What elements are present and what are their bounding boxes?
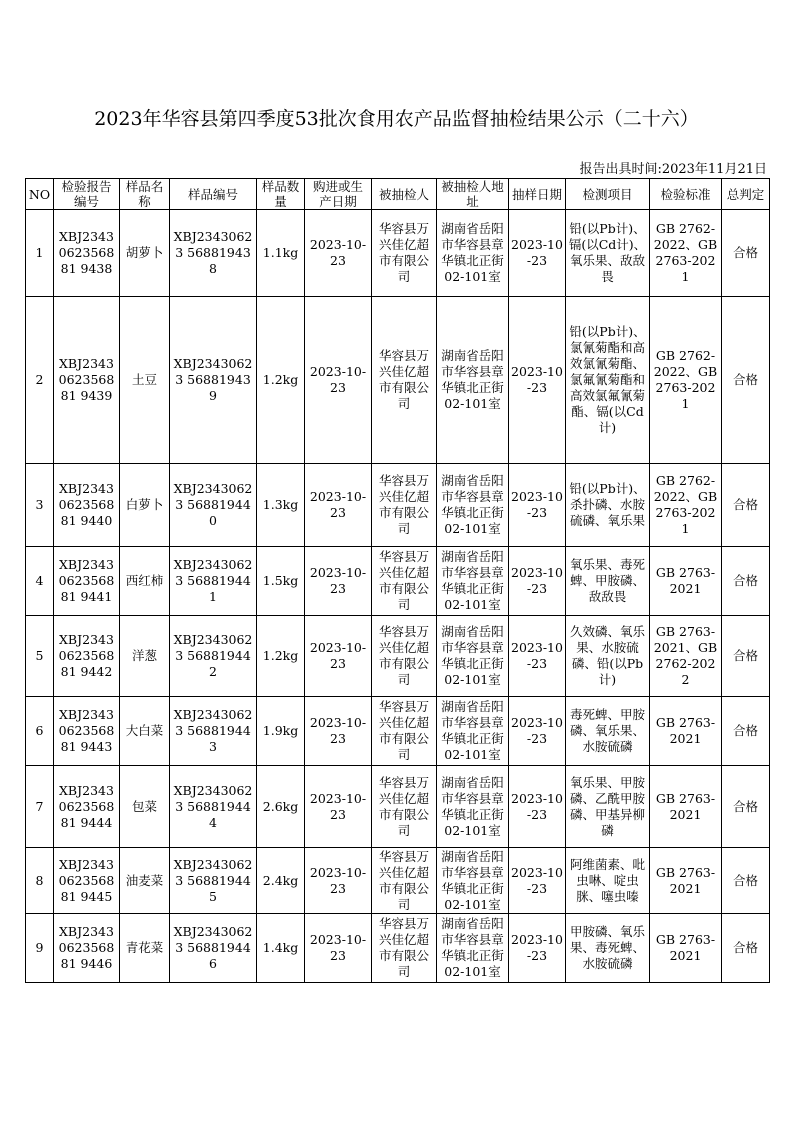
cell-sample-no: XBJ23430623 568819441 — [170, 547, 257, 616]
cell-sampling-date: 2023-10-23 — [509, 297, 566, 464]
table-row — [26, 210, 770, 297]
cell-quantity: 1.5kg — [257, 547, 305, 616]
header-verdict: 总判定 — [722, 179, 770, 210]
cell-sample-name: 胡萝卜 — [120, 210, 170, 297]
cell-entity-address: 湖南省岳阳市华容县章华镇北正街02-101室 — [437, 464, 509, 547]
cell-sample-no: XBJ23430623 568819439 — [170, 297, 257, 464]
cell-quantity: 1.3kg — [257, 464, 305, 547]
cell-quantity: 1.1kg — [257, 210, 305, 297]
cell-report-no: XBJ2343062356881 9443 — [54, 697, 120, 766]
cell-no: 7 — [26, 766, 54, 848]
table-row — [26, 848, 770, 914]
cell-no: 5 — [26, 616, 54, 697]
cell-verdict: 合格 — [722, 616, 770, 697]
cell-sample-no: XBJ23430623 568819444 — [170, 766, 257, 848]
cell-inspected-entity: 华容县万兴佳亿超市有限公司 — [372, 210, 437, 297]
cell-quantity: 1.4kg — [257, 914, 305, 983]
cell-sample-name: 青花菜 — [120, 914, 170, 983]
header-quantity: 样品数量 — [257, 179, 305, 210]
cell-sample-name: 白萝卜 — [120, 464, 170, 547]
cell-verdict: 合格 — [722, 766, 770, 848]
cell-quantity: 1.2kg — [257, 616, 305, 697]
cell-production-date: 2023-10-23 — [305, 210, 372, 297]
cell-sample-name: 西红柿 — [120, 547, 170, 616]
cell-sample-name: 大白菜 — [120, 697, 170, 766]
cell-standard: GB 2763-2021 — [650, 697, 722, 766]
header-sample-no: 样品编号 — [170, 179, 257, 210]
cell-standard: GB 2763-2021 — [650, 914, 722, 983]
cell-test-items: 铅(以Pb计)、氯氰菊酯和高效氯氰菊酯、氯氟氰菊酯和高效氯氟氰菊酯、镉(以Cd计) — [566, 297, 650, 464]
cell-standard: GB 2762-2022、GB 2763-2021 — [650, 297, 722, 464]
header-report-no: 检验报告编号 — [54, 179, 120, 210]
cell-entity-address: 湖南省岳阳市华容县章华镇北正街02-101室 — [437, 547, 509, 616]
cell-test-items: 铅(以Pb计)、杀扑磷、水胺硫磷、氧乐果 — [566, 464, 650, 547]
cell-sampling-date: 2023-10-23 — [509, 616, 566, 697]
cell-sample-name: 洋葱 — [120, 616, 170, 697]
cell-sampling-date: 2023-10-23 — [509, 210, 566, 297]
cell-sample-no: XBJ23430623 568819445 — [170, 848, 257, 914]
table-row — [26, 297, 770, 464]
header-no: NO — [26, 179, 54, 210]
cell-standard: GB 2763-2021 — [650, 848, 722, 914]
table-row — [26, 766, 770, 848]
cell-inspected-entity: 华容县万兴佳亿超市有限公司 — [372, 766, 437, 848]
cell-verdict: 合格 — [722, 697, 770, 766]
header-production-date: 购进或生产日期 — [305, 179, 372, 210]
cell-sample-no: XBJ23430623 568819440 — [170, 464, 257, 547]
cell-production-date: 2023-10-23 — [305, 697, 372, 766]
header-sample-name: 样品名称 — [120, 179, 170, 210]
header-entity-address: 被抽检人地址 — [437, 179, 509, 210]
cell-inspected-entity: 华容县万兴佳亿超市有限公司 — [372, 297, 437, 464]
cell-report-no: XBJ2343062356881 9446 — [54, 914, 120, 983]
cell-inspected-entity: 华容县万兴佳亿超市有限公司 — [372, 848, 437, 914]
cell-sample-no: XBJ23430623 568819443 — [170, 697, 257, 766]
table-row — [26, 547, 770, 616]
cell-standard: GB 2763-2021、GB 2762-2022 — [650, 616, 722, 697]
cell-sample-name: 包菜 — [120, 766, 170, 848]
cell-production-date: 2023-10-23 — [305, 616, 372, 697]
cell-no: 4 — [26, 547, 54, 616]
cell-production-date: 2023-10-23 — [305, 766, 372, 848]
cell-quantity: 1.2kg — [257, 297, 305, 464]
report-date: 报告出具时间:2023年11月21日 — [579, 162, 767, 177]
cell-sampling-date: 2023-10-23 — [509, 848, 566, 914]
cell-entity-address: 湖南省岳阳市华容县章华镇北正街02-101室 — [437, 697, 509, 766]
cell-no: 2 — [26, 297, 54, 464]
cell-entity-address: 湖南省岳阳市华容县章华镇北正街02-101室 — [437, 210, 509, 297]
cell-report-no: XBJ2343062356881 9441 — [54, 547, 120, 616]
table-row — [26, 697, 770, 766]
cell-production-date: 2023-10-23 — [305, 547, 372, 616]
page-title: 2023年华容县第四季度53批次食用农产品监督抽检结果公示（二十六） — [94, 108, 699, 130]
results-table — [25, 178, 770, 983]
cell-no: 8 — [26, 848, 54, 914]
cell-quantity: 2.4kg — [257, 848, 305, 914]
cell-report-no: XBJ2343062356881 9444 — [54, 766, 120, 848]
table-row — [26, 464, 770, 547]
cell-report-no: XBJ2343062356881 9440 — [54, 464, 120, 547]
cell-verdict: 合格 — [722, 297, 770, 464]
cell-test-items: 阿维菌素、吡虫啉、啶虫脒、噻虫嗪 — [566, 848, 650, 914]
cell-sample-no: XBJ23430623 568819442 — [170, 616, 257, 697]
cell-no: 1 — [26, 210, 54, 297]
cell-sampling-date: 2023-10-23 — [509, 914, 566, 983]
cell-inspected-entity: 华容县万兴佳亿超市有限公司 — [372, 464, 437, 547]
header-standard: 检验标准 — [650, 179, 722, 210]
cell-verdict: 合格 — [722, 848, 770, 914]
cell-production-date: 2023-10-23 — [305, 297, 372, 464]
cell-production-date: 2023-10-23 — [305, 848, 372, 914]
header-sampling-date: 抽样日期 — [509, 179, 566, 210]
cell-inspected-entity: 华容县万兴佳亿超市有限公司 — [372, 914, 437, 983]
header-test-items: 检测项目 — [566, 179, 650, 210]
cell-verdict: 合格 — [722, 464, 770, 547]
cell-standard: GB 2763-2021 — [650, 766, 722, 848]
cell-sampling-date: 2023-10-23 — [509, 697, 566, 766]
cell-entity-address: 湖南省岳阳市华容县章华镇北正街02-101室 — [437, 616, 509, 697]
cell-test-items: 铅(以Pb计)、镉(以Cd计)、氧乐果、敌敌畏 — [566, 210, 650, 297]
cell-sampling-date: 2023-10-23 — [509, 766, 566, 848]
cell-entity-address: 湖南省岳阳市华容县章华镇北正街02-101室 — [437, 297, 509, 464]
table-header-row — [26, 179, 770, 210]
cell-no: 9 — [26, 914, 54, 983]
cell-quantity: 2.6kg — [257, 766, 305, 848]
header-inspected-entity: 被抽检人 — [372, 179, 437, 210]
cell-sampling-date: 2023-10-23 — [509, 464, 566, 547]
cell-sample-name: 油麦菜 — [120, 848, 170, 914]
cell-inspected-entity: 华容县万兴佳亿超市有限公司 — [372, 547, 437, 616]
cell-sample-name: 土豆 — [120, 297, 170, 464]
cell-test-items: 久效磷、氧乐果、水胺硫磷、铅(以Pb计) — [566, 616, 650, 697]
cell-sample-no: XBJ23430623 568819446 — [170, 914, 257, 983]
cell-sample-no: XBJ23430623 568819438 — [170, 210, 257, 297]
cell-inspected-entity: 华容县万兴佳亿超市有限公司 — [372, 697, 437, 766]
cell-standard: GB 2762-2022、GB 2763-2021 — [650, 210, 722, 297]
cell-no: 6 — [26, 697, 54, 766]
cell-entity-address: 湖南省岳阳市华容县章华镇北正街02-101室 — [437, 914, 509, 983]
cell-verdict: 合格 — [722, 547, 770, 616]
cell-report-no: XBJ2343062356881 9445 — [54, 848, 120, 914]
cell-standard: GB 2763-2021 — [650, 547, 722, 616]
cell-test-items: 氧乐果、甲胺磷、乙酰甲胺磷、甲基异柳磷 — [566, 766, 650, 848]
table-row — [26, 914, 770, 983]
cell-production-date: 2023-10-23 — [305, 914, 372, 983]
cell-inspected-entity: 华容县万兴佳亿超市有限公司 — [372, 616, 437, 697]
cell-report-no: XBJ2343062356881 9438 — [54, 210, 120, 297]
cell-production-date: 2023-10-23 — [305, 464, 372, 547]
cell-report-no: XBJ2343062356881 9439 — [54, 297, 120, 464]
cell-test-items: 氧乐果、毒死蜱、甲胺磷、敌敌畏 — [566, 547, 650, 616]
cell-no: 3 — [26, 464, 54, 547]
cell-entity-address: 湖南省岳阳市华容县章华镇北正街02-101室 — [437, 848, 509, 914]
cell-verdict: 合格 — [722, 210, 770, 297]
table-row — [26, 616, 770, 697]
cell-sampling-date: 2023-10-23 — [509, 547, 566, 616]
cell-test-items: 甲胺磷、氧乐果、毒死蜱、水胺硫磷 — [566, 914, 650, 983]
cell-standard: GB 2762-2022、GB 2763-2021 — [650, 464, 722, 547]
cell-test-items: 毒死蜱、甲胺磷、氧乐果、水胺硫磷 — [566, 697, 650, 766]
cell-quantity: 1.9kg — [257, 697, 305, 766]
cell-verdict: 合格 — [722, 914, 770, 983]
cell-report-no: XBJ2343062356881 9442 — [54, 616, 120, 697]
cell-entity-address: 湖南省岳阳市华容县章华镇北正街02-101室 — [437, 766, 509, 848]
